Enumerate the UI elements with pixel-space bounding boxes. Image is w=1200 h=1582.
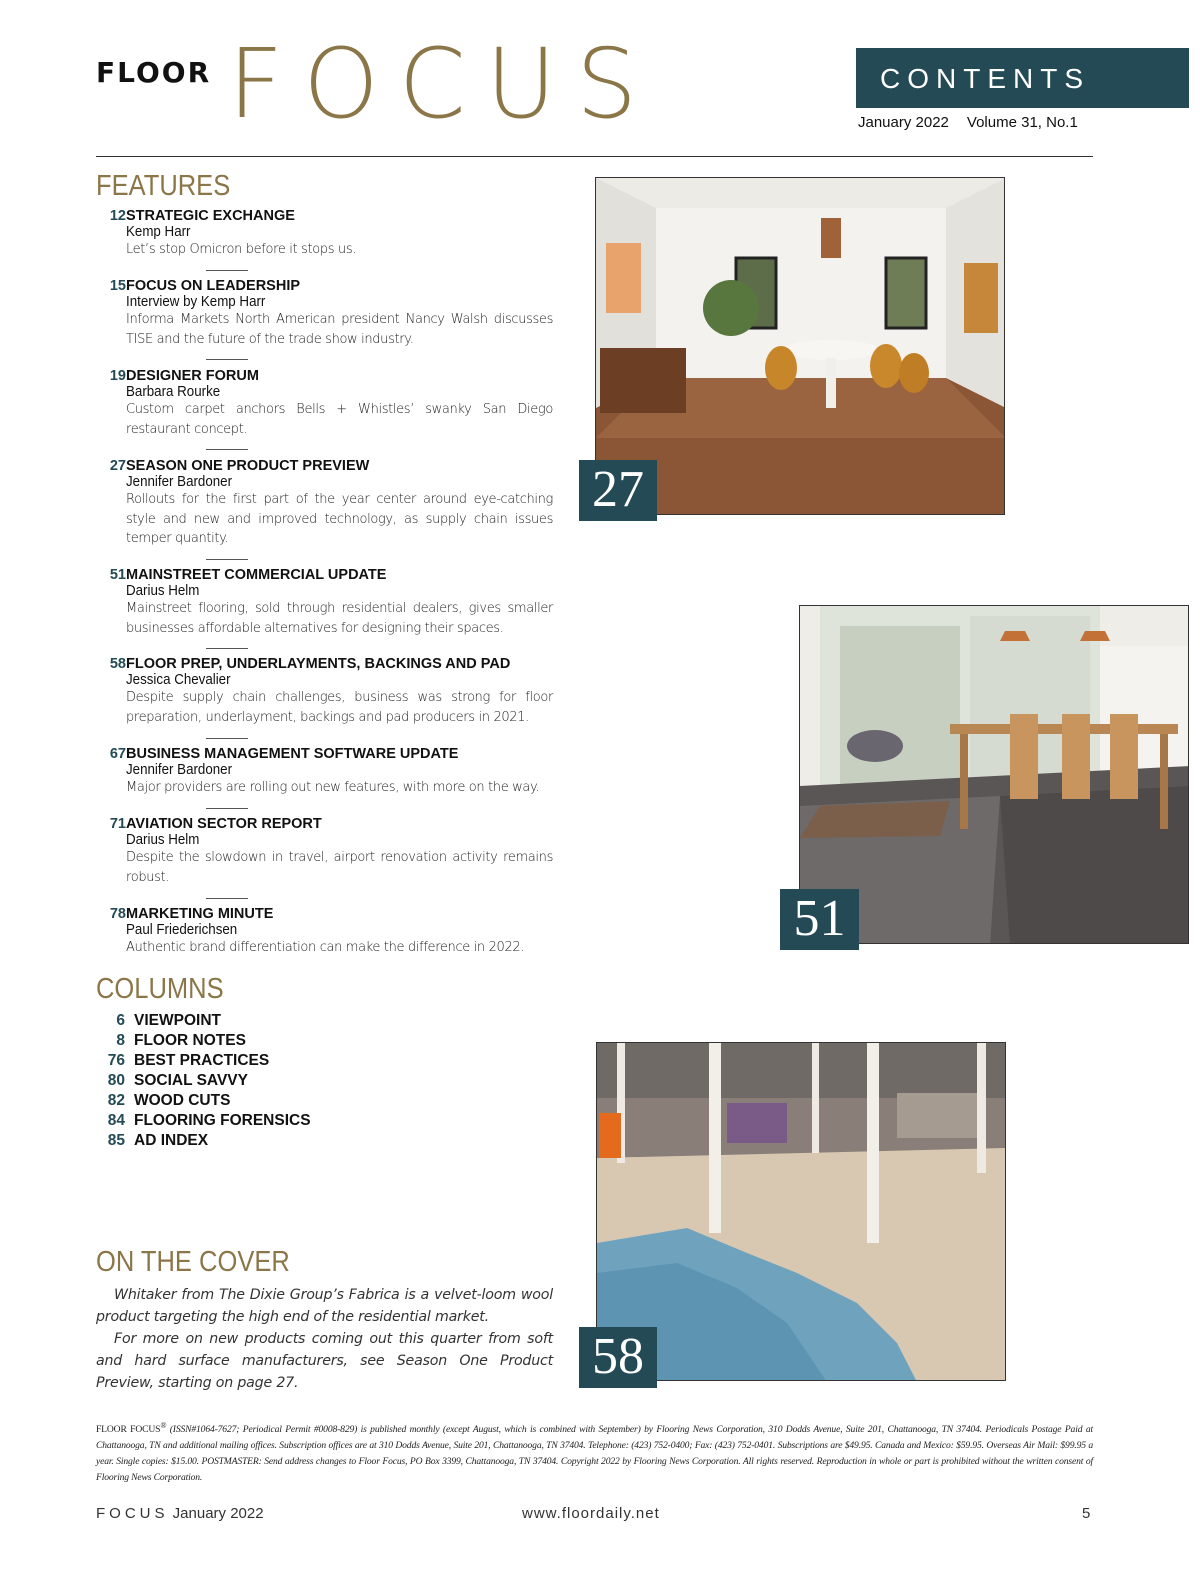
cover-description [96, 1284, 553, 1394]
feature-description: Authentic brand differentiation can make the difference in 2022. [126, 940, 525, 955]
feature-title[interactable]: MARKETING MINUTE [126, 906, 274, 922]
features-heading: FEATURES [96, 170, 231, 202]
feature-page-number[interactable]: 51 [109, 567, 126, 583]
column-page-number[interactable]: 84 [107, 1112, 125, 1129]
feature-entry[interactable] [96, 458, 553, 549]
column-page-number[interactable]: 8 [116, 1032, 125, 1049]
feature-description: Mainstreet flooring, sold through residential dealers, gives smaller businesses affordable alternatives for designing their spaces. [126, 601, 553, 636]
column-title[interactable]: SOCIAL SAVVY [134, 1072, 248, 1089]
footer-url-link[interactable]: www.floordaily.net [522, 1505, 660, 1522]
feature-title[interactable]: DESIGNER FORUM [126, 368, 259, 384]
feature-author: Barbara Rourke [126, 384, 221, 400]
publisher-statement [96, 1418, 1093, 1486]
feature-title[interactable]: FLOOR PREP, UNDERLAYMENTS, BACKINGS AND PAD [126, 656, 511, 672]
feature-entry[interactable] [96, 208, 553, 260]
legal-brand: FLOOR FOCUS [96, 1424, 161, 1436]
feature-separator [206, 898, 248, 899]
feature-page-number[interactable]: 67 [109, 746, 126, 762]
columns-heading: COLUMNS [96, 973, 224, 1005]
feature-author: Interview by Kemp Harr [126, 294, 266, 310]
column-title[interactable]: WOOD CUTS [134, 1092, 231, 1109]
feature-entry[interactable] [96, 368, 553, 439]
column-page-number[interactable]: 76 [107, 1052, 125, 1069]
column-page-number[interactable]: 6 [116, 1012, 125, 1029]
issue-volume: Volume 31, No.1 [966, 114, 1078, 131]
feature-entry[interactable] [96, 656, 553, 727]
column-entry[interactable] [96, 1132, 208, 1150]
feature-author: Paul Friederichsen [126, 922, 238, 938]
feature-page-number[interactable]: 71 [109, 816, 126, 832]
feature-entry[interactable] [96, 567, 553, 638]
feature-entry[interactable] [96, 278, 553, 349]
feature-entry[interactable] [96, 816, 553, 887]
column-entry[interactable] [96, 1072, 248, 1090]
feature-title[interactable]: AVIATION SECTOR REPORT [126, 816, 322, 832]
feature-author: Darius Helm [126, 832, 200, 848]
feature-page-number[interactable]: 19 [109, 368, 126, 384]
feature-author: Jennifer Bardoner [126, 762, 233, 778]
footer-brand: FOCUS [96, 1505, 169, 1522]
masthead-floor: FLOOR [96, 56, 212, 89]
feature-page-number[interactable]: 15 [109, 278, 126, 294]
page-51-badge[interactable]: 51 [780, 889, 859, 950]
feature-separator [206, 359, 248, 360]
column-title[interactable]: AD INDEX [134, 1132, 209, 1149]
feature-separator [206, 270, 248, 271]
column-page-number[interactable]: 82 [107, 1092, 125, 1109]
header-divider [96, 156, 1093, 157]
feature-author: Jennifer Bardoner [126, 474, 233, 490]
column-title[interactable]: FLOOR NOTES [134, 1032, 246, 1049]
feature-separator [206, 648, 248, 649]
column-entry[interactable] [96, 1012, 221, 1030]
page-58-badge[interactable]: 58 [579, 1327, 657, 1388]
feature-page-number[interactable]: 58 [109, 656, 126, 672]
feature-description: Major providers are rolling out new features, with more on the way. [126, 780, 540, 795]
issue-info [858, 114, 1078, 131]
feature-title[interactable]: SEASON ONE PRODUCT PREVIEW [126, 458, 370, 474]
feature-title[interactable]: BUSINESS MANAGEMENT SOFTWARE UPDATE [126, 746, 459, 762]
feature-page-number[interactable]: 27 [109, 458, 126, 474]
feature-author: Jessica Chevalier [126, 672, 231, 688]
column-page-number[interactable]: 85 [107, 1132, 125, 1149]
feature-entry[interactable] [96, 906, 553, 958]
floor-prep-photo[interactable] [596, 1042, 1006, 1381]
contents-banner: CONTENTS [856, 48, 1189, 108]
column-entry[interactable] [96, 1092, 230, 1110]
feature-description: Custom carpet anchors Bells + Whistles’ swanky San Diego restaurant concept. [126, 402, 553, 437]
issue-date: January 2022 [858, 114, 949, 131]
cover-paragraph: Whitaker from The Dixie Group’s Fabrica is a velvet-loom wool product targeting the high end of the residential market. [96, 1287, 553, 1325]
feature-title[interactable]: STRATEGIC EXCHANGE [126, 208, 295, 224]
column-title[interactable]: VIEWPOINT [134, 1012, 221, 1029]
feature-entry[interactable] [96, 746, 553, 798]
on-the-cover-heading: ON THE COVER [96, 1246, 290, 1278]
column-title[interactable]: FLOORING FORENSICS [134, 1112, 311, 1129]
cover-paragraph: For more on new products coming out this quarter from soft and hard surface manufacturers, see Season One Product Preview, starting on page 27. [96, 1331, 553, 1391]
feature-page-number[interactable]: 78 [109, 906, 126, 922]
feature-page-number[interactable]: 12 [109, 208, 126, 224]
masthead-focus-logo: FOCUS [228, 28, 658, 140]
column-entry[interactable] [96, 1112, 311, 1130]
legal-text: (ISSN#1064-7627; Periodical Permit #0008-829) is published monthly (except August, which is combined with September) by Flooring News Corporation, 310 Dodds Avenue, Suite 201, Chattanooga, TN 37404. Periodicals Postage Paid at Chattanooga, TN and additional mailing offices. Subscription offices are at 310 Dodds Avenue, Suite 201, Chattanooga, TN 37404. Telephone: (423) 752-0400; Fax: (423) 752-0401. Subscriptions are $49.95. Canada and Mexico: $59.95. Overseas Air Mail: $99.95 a year. Single copies: $15.00. POSTMASTER: Send address changes to Floor Focus, PO Box 3399, Chattanooga, TN 37404. Copyright 2022 by Flooring News Corporation. All rights reserved. Reproduction in whole or part is prohibited without the written consent of Flooring News Corporation. [96, 1424, 1093, 1484]
feature-description: Rollouts for the first part of the year center around eye-catching style and new and improved technology, as supply chain issues temper quantity. [126, 492, 553, 546]
feature-description: Let’s stop Omicron before it stops us. [126, 242, 357, 257]
feature-separator [206, 449, 248, 450]
feature-separator [206, 559, 248, 560]
footer-page-number: 5 [1082, 1505, 1091, 1522]
column-title[interactable]: BEST PRACTICES [134, 1052, 270, 1069]
page-27-badge[interactable]: 27 [579, 460, 657, 521]
feature-description: Informa Markets North American president Nancy Walsh discusses TISE and the future of the trade show industry. [126, 312, 553, 347]
feature-description: Despite the slowdown in travel, airport renovation activity remains robust. [126, 850, 553, 885]
feature-title[interactable]: MAINSTREET COMMERCIAL UPDATE [126, 567, 387, 583]
dining-room-illustration [596, 178, 1005, 515]
feature-title[interactable]: FOCUS ON LEADERSHIP [126, 278, 301, 294]
feature-author: Kemp Harr [126, 224, 191, 240]
column-entry[interactable] [96, 1052, 269, 1070]
footer-date: January 2022 [172, 1505, 264, 1522]
column-entry[interactable] [96, 1032, 246, 1050]
registered-mark: ® [160, 1421, 167, 1430]
footer-issue [96, 1505, 264, 1522]
floor-prep-illustration [597, 1043, 1006, 1381]
column-page-number[interactable]: 80 [107, 1072, 125, 1089]
feature-author: Darius Helm [126, 583, 200, 599]
feature-separator [206, 808, 248, 809]
feature-description: Despite supply chain challenges, business was strong for floor preparation, underlayment, backings and pad producers in 2021. [126, 690, 553, 725]
feature-separator [206, 738, 248, 739]
